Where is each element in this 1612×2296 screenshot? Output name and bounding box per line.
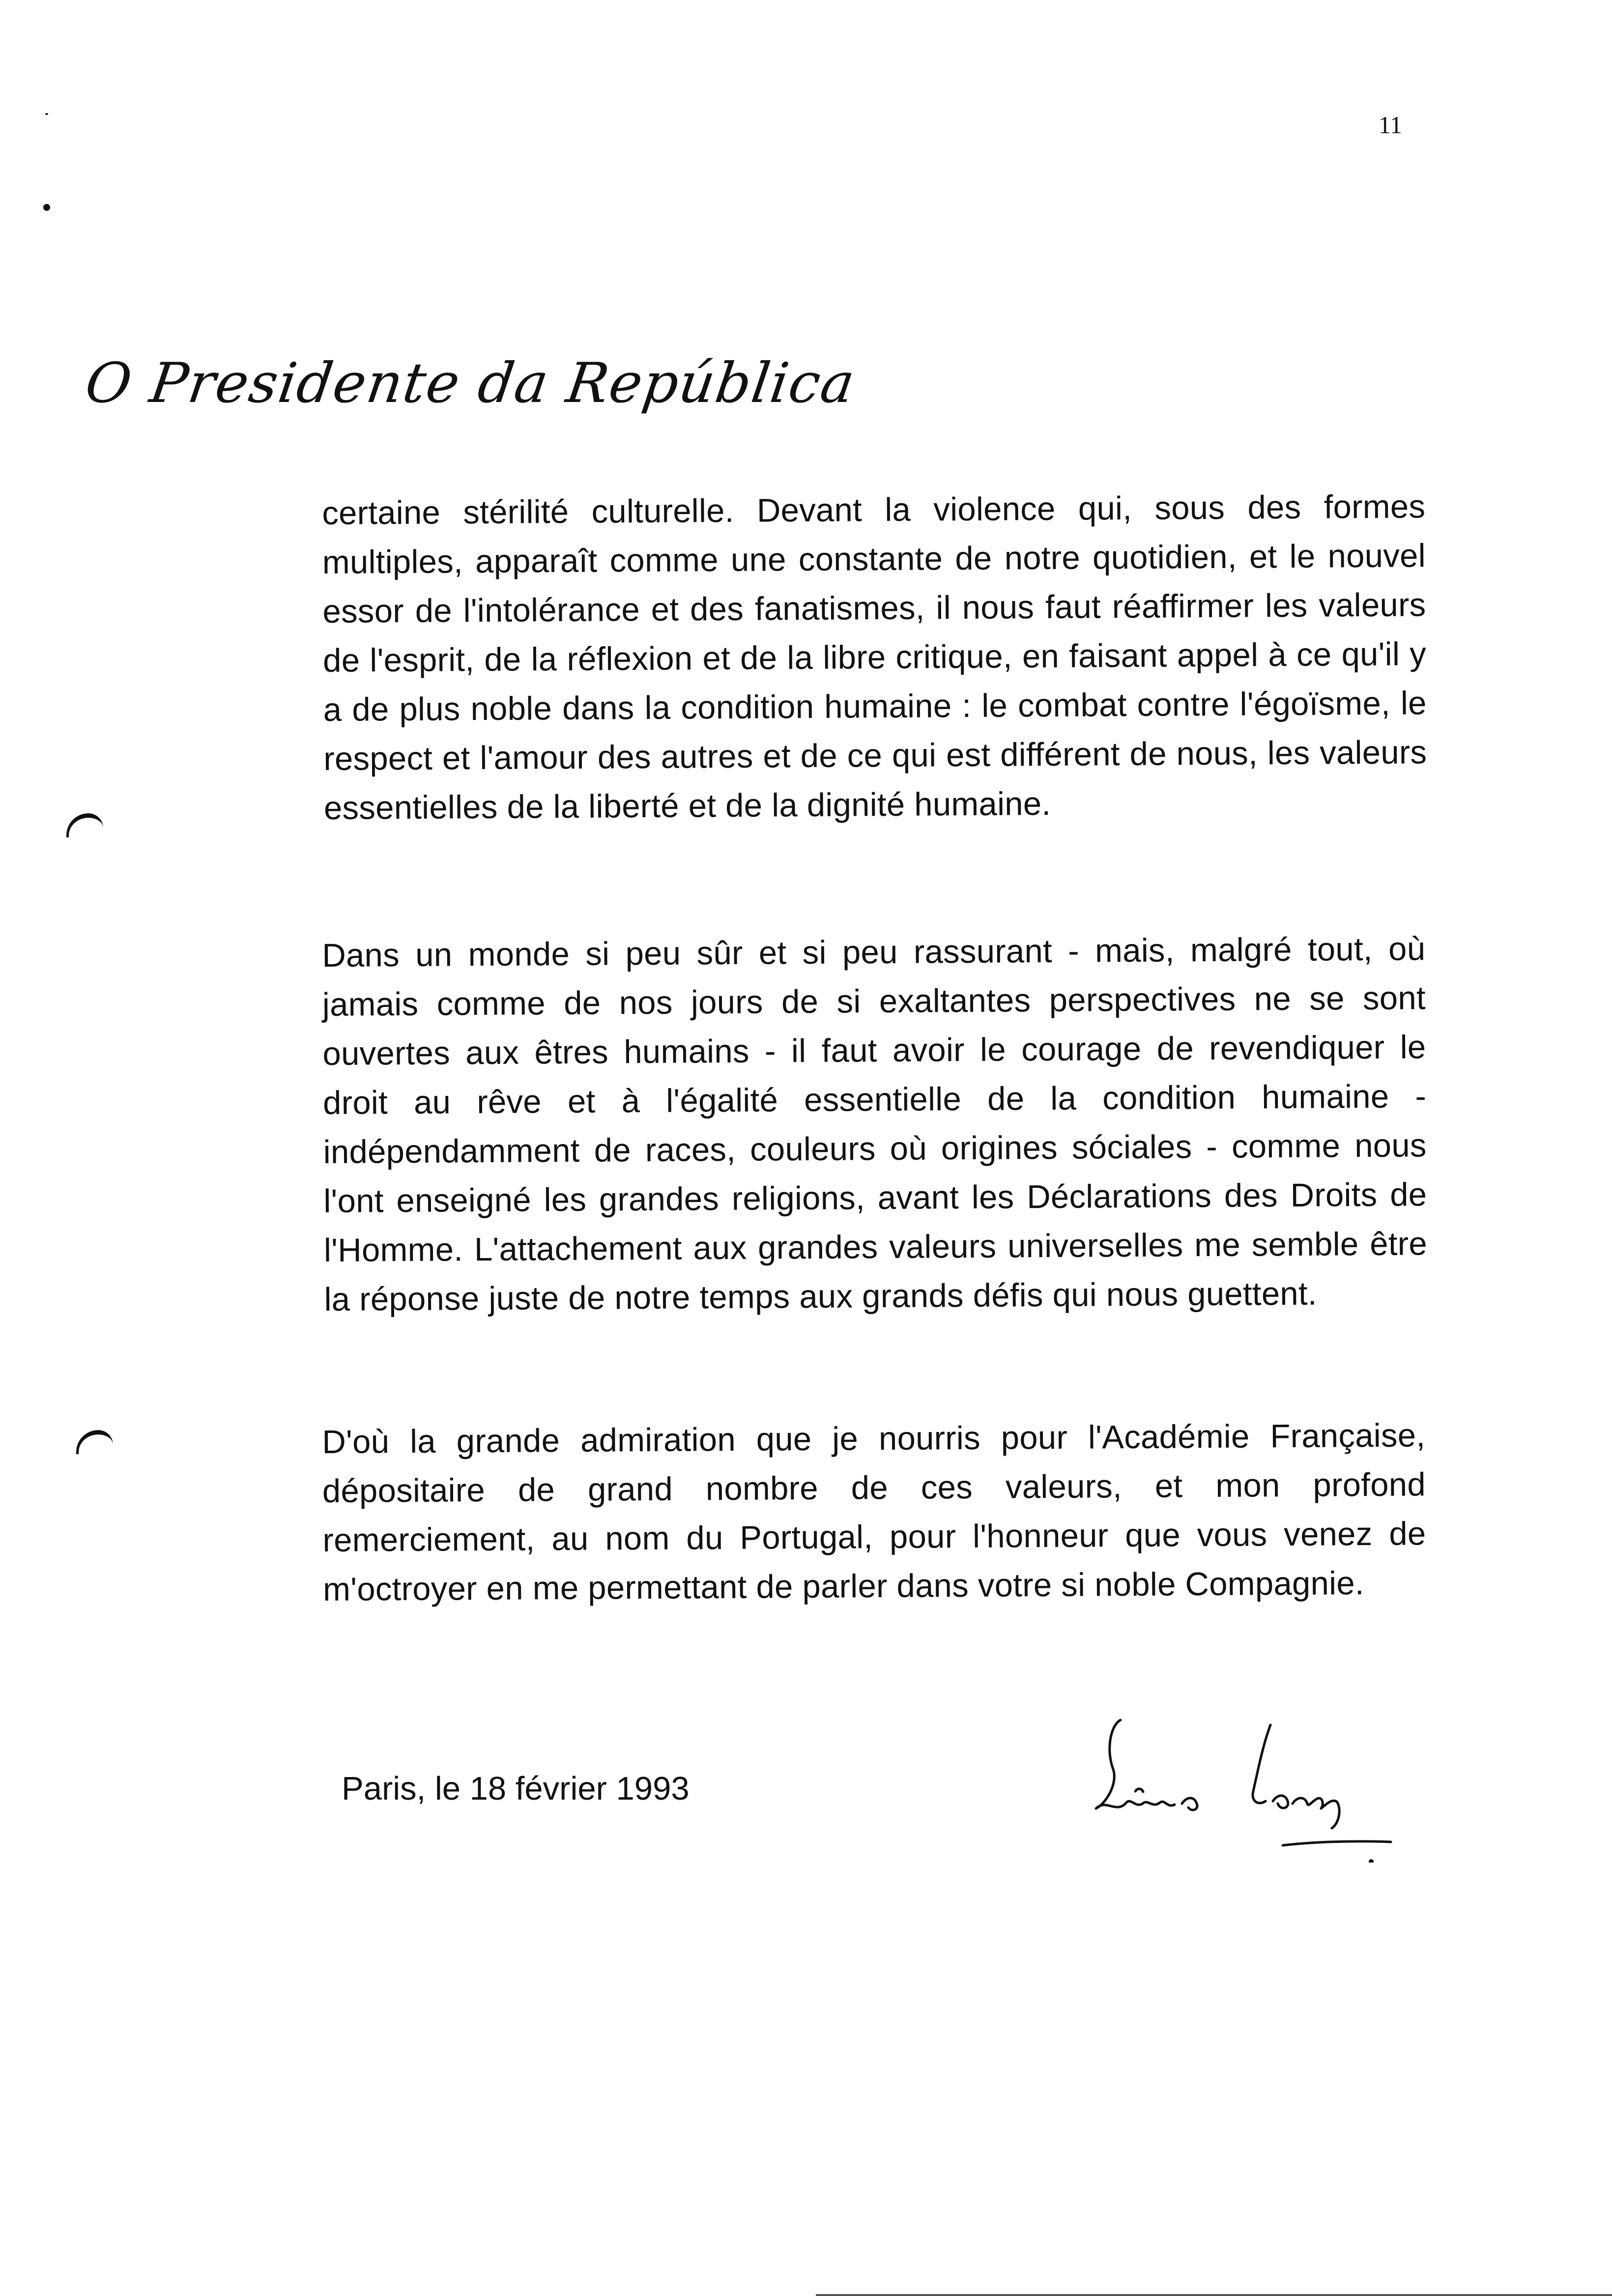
margin-speck (43, 204, 50, 211)
paragraph-3: D'où la grande admiration que je nourris pour l'Académie Française, dépositaire de grand nombre de ces valeurs, et mon profond remerciement, au nom du Portugal, pour l'honneur que vous venez de m'octroyer en me permettant de parler dans votre si noble Compagnie. (322, 1417, 1426, 1608)
paragraph-2: Dans un monde si peu sûr et si peu rassurant - mais, malgré tout, où jamais comme de nos jours de si exaltantes perspectives ne se sont ouvertes aux êtres humains - il faut avoir le courage de revendiquer le droit au rêve et à l'égalité essentielle de la condition humaine - indépendamment de races, couleurs où origines sóciales - comme nous l'ont enseigné les grandes religions, avant les Déclarations des Droits de l'Homme. L'attachement aux grandes valeurs universelles me semble être la réponse juste de notre temps aux grands défis qui nous guettent. (322, 930, 1428, 1318)
margin-mark (76, 1430, 113, 1454)
paragraph-1: certaine stérilité culturelle. Devant la violence qui, sous des formes multiples, apparaît comme une constante de notre quotidien, et le nouvel essor de l'intolérance et des fanatismes, il nous faut réaffirmer les valeurs de l'esprit, de la réflexion et de la libre critique, en faisant appel à ce qu'il y a de plus noble dans la condition humaine : le combat contre l'égoïsme, le respect et l'amour des autres et de ce qui est différent de nous, les valeurs essentielles de la liberté et de la dignité humaine. (322, 488, 1427, 827)
date-line: Paris, le 18 février 1993 (342, 1770, 690, 1807)
bottom-rule (816, 2294, 1612, 2296)
margin-speck (45, 113, 48, 115)
letterhead: O Presidente da República (81, 351, 860, 415)
page-number: 11 (1379, 111, 1403, 139)
signature (1076, 1705, 1410, 1863)
margin-mark (66, 813, 103, 837)
